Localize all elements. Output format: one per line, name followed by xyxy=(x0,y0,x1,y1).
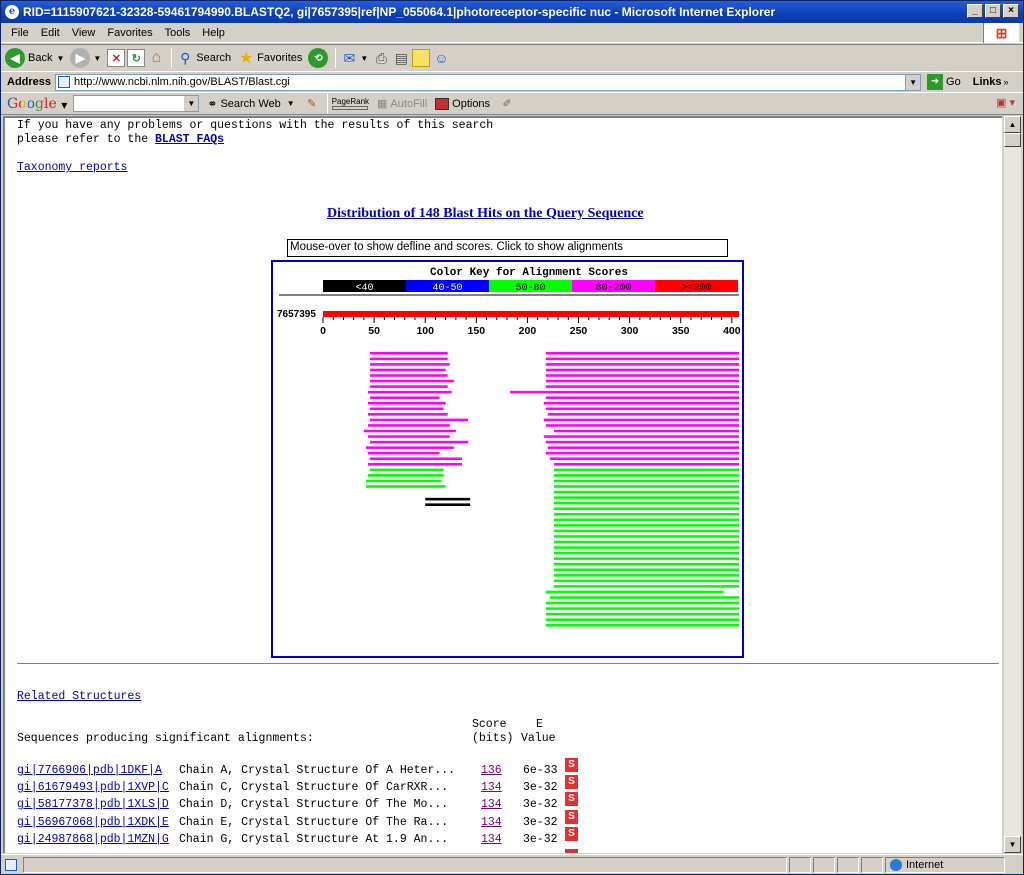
axis-tick-label: 200 xyxy=(518,325,537,337)
scroll-up-button[interactable]: ▲ xyxy=(1004,116,1021,133)
hit-bar xyxy=(546,424,739,427)
hit-bar xyxy=(546,591,724,594)
globe-icon xyxy=(890,859,902,871)
hit-bar xyxy=(546,385,739,388)
query-bar xyxy=(323,311,739,317)
go-button[interactable]: ➜ Go xyxy=(927,74,961,90)
result-desc: Chain C, Crystal Structure Of CarRXR... xyxy=(179,781,449,794)
go-arrow-icon: ➜ xyxy=(927,74,943,90)
color-key-title: Color Key for Alignment Scores xyxy=(429,267,629,279)
maximize-button[interactable]: □ xyxy=(985,4,1001,18)
structure-link-badge[interactable]: S xyxy=(565,810,578,824)
history-icon[interactable]: ⟲ xyxy=(308,48,328,68)
hit-bar xyxy=(366,485,446,488)
page-content xyxy=(3,116,1002,853)
related-structures-link[interactable]: Related Structures xyxy=(17,690,142,703)
hit-bar xyxy=(554,568,739,571)
result-score-link[interactable]: 134 xyxy=(481,833,502,846)
axis-tick-label: 50 xyxy=(368,325,380,337)
result-desc: Chain G, Crystal Structure At 1.9 An... xyxy=(179,833,449,846)
axis-tick-label: 150 xyxy=(467,325,486,337)
address-input[interactable] xyxy=(55,74,921,91)
distribution-title[interactable]: Distribution of 148 Blast Hits on the Query Sequence xyxy=(327,206,644,221)
search-button[interactable]: ⚲ Search xyxy=(176,49,231,67)
minimize-button[interactable]: _ xyxy=(967,4,983,18)
forward-button[interactable]: ▶ ▼ xyxy=(70,48,101,68)
evalue-header-1: E xyxy=(536,718,543,731)
title-bar xyxy=(1,1,1023,23)
search-icon: ⚲ xyxy=(180,49,191,66)
result-score-link[interactable]: 134 xyxy=(481,781,502,794)
hit-bar xyxy=(544,435,739,438)
autofill-icon: ▦ xyxy=(377,98,388,110)
hit-bar xyxy=(554,580,739,583)
hit-distribution-graphic[interactable] xyxy=(271,260,744,658)
result-id-link[interactable]: gi|58177378|pdb|1XLS|D xyxy=(17,798,169,811)
result-score-link[interactable]: 134 xyxy=(481,798,502,811)
hit-bar xyxy=(554,485,739,488)
table-row xyxy=(17,776,587,795)
hit-bar xyxy=(548,446,739,449)
hit-bar xyxy=(366,446,454,449)
hit-bar xyxy=(370,363,450,366)
structure-link-badge[interactable]: S xyxy=(565,758,578,772)
window-title: RID=1115907621-32328-59461794990.BLASTQ2, gi|7657395|ref|NP_055064.1|photoreceptor-specific nuc - Microsoft Internet Explorer xyxy=(23,5,776,19)
result-evalue: 3e-32 xyxy=(523,833,558,846)
structure-link-badge[interactable]: S xyxy=(565,827,578,841)
hit-bar xyxy=(550,457,739,460)
menu-help[interactable]: Help xyxy=(202,26,225,39)
sequences-header: Sequences producing significant alignments: xyxy=(17,732,314,745)
blast-faqs-link[interactable]: BLAST FAQs xyxy=(155,133,225,146)
hit-bars[interactable] xyxy=(364,352,739,627)
windows-logo-icon: ⊞ xyxy=(983,23,1019,43)
hit-bar xyxy=(546,624,739,627)
search-web-button[interactable]: ⚭ Search Web ▼ xyxy=(207,96,295,111)
toolbar-separator xyxy=(335,48,336,68)
hit-bar xyxy=(368,424,450,427)
hit-bar xyxy=(546,396,739,399)
options-button[interactable]: Options xyxy=(435,98,490,110)
query-label: 7657395 xyxy=(277,309,316,320)
hit-bar xyxy=(554,474,739,477)
status-cell xyxy=(813,857,835,873)
scroll-down-button[interactable]: ▼ xyxy=(1004,836,1021,853)
hit-bar xyxy=(370,457,462,460)
hit-bar xyxy=(370,380,454,383)
status-cell xyxy=(789,857,811,873)
hit-bar xyxy=(550,596,739,599)
result-id-link[interactable]: gi|56967068|pdb|1XDK|E xyxy=(17,816,169,829)
menu-favorites[interactable]: Favorites xyxy=(107,26,153,39)
hit-bar xyxy=(546,408,739,411)
highlight-icon[interactable]: ✐ xyxy=(502,98,512,110)
google-search-dropdown[interactable]: ▼ xyxy=(184,96,198,111)
hit-bar xyxy=(368,413,448,416)
color-key-label: <40 xyxy=(355,283,374,294)
hit-bar xyxy=(546,602,739,605)
structure-link-badge-partial[interactable] xyxy=(565,849,578,853)
news-icon[interactable]: ✎ xyxy=(307,98,317,110)
forward-arrow-icon: ▶ xyxy=(70,48,90,68)
table-row xyxy=(17,811,587,830)
menu-bar xyxy=(1,23,1023,43)
color-key-label: 50-80 xyxy=(515,283,546,294)
intro-text: If you have any problems or questions with the results of this search please refer to the BLAST FAQs xyxy=(17,119,494,146)
hit-bar xyxy=(510,391,739,394)
hit-bar xyxy=(370,385,448,388)
hit-bar xyxy=(554,546,739,549)
hit-bar xyxy=(554,480,739,483)
hit-distribution-chart[interactable] xyxy=(273,262,742,656)
scroll-thumb[interactable] xyxy=(1004,133,1021,147)
toolbar-separator xyxy=(171,48,172,68)
hit-bar xyxy=(370,441,468,444)
hit-bar xyxy=(370,408,444,411)
hit-bar xyxy=(554,585,739,588)
taxonomy-reports-link[interactable]: Taxonomy reports xyxy=(17,161,128,174)
hit-bar xyxy=(425,503,470,506)
hit-bar xyxy=(554,513,739,516)
mouseover-defline-box[interactable]: Mouse-over to show defline and scores. Click to show alignments xyxy=(287,239,728,257)
hit-bar xyxy=(370,358,448,361)
hit-bar xyxy=(425,498,470,501)
result-id-link[interactable]: gi|61679493|pdb|1XVP|C xyxy=(17,781,169,794)
menu-file[interactable]: File xyxy=(11,26,29,39)
page-icon xyxy=(58,76,70,88)
hit-bar xyxy=(554,469,739,472)
address-dropdown[interactable]: ▼ xyxy=(905,75,920,90)
query-axis xyxy=(320,311,741,337)
links-button[interactable]: Links xyxy=(972,76,1002,88)
print-icon[interactable]: ⎙ xyxy=(375,49,387,66)
result-id-link[interactable]: gi|7766906|pdb|1DKF|A xyxy=(17,764,162,777)
color-key-label: >=200 xyxy=(681,283,712,294)
hit-bar xyxy=(554,530,739,533)
menu-tools[interactable]: Tools xyxy=(164,26,191,39)
hit-bar xyxy=(548,413,739,416)
google-search-input[interactable] xyxy=(73,95,199,112)
hit-bar xyxy=(546,363,739,366)
color-key-label: 80-200 xyxy=(595,283,632,294)
hit-bar xyxy=(554,541,739,544)
google-logo[interactable]: Google ▼ xyxy=(7,95,68,112)
hit-bar xyxy=(554,507,739,510)
ie-icon: e xyxy=(5,5,19,19)
hit-bar xyxy=(370,469,444,472)
result-desc: Chain A, Crystal Structure Of A Heter... xyxy=(179,764,456,777)
zone-indicator: Internet xyxy=(885,857,1005,873)
hit-bar xyxy=(368,474,444,477)
hit-bar xyxy=(544,402,739,405)
autofill-button[interactable]: ▦ AutoFill xyxy=(377,97,428,110)
address-url: http://www.ncbi.nlm.nih.gov/BLAST/Blast.cgi xyxy=(74,76,290,88)
axis-tick-label: 0 xyxy=(320,325,326,337)
hit-bar xyxy=(546,452,739,455)
page-status-icon xyxy=(5,859,17,871)
binoculars-icon: ⚭ xyxy=(207,96,218,111)
hit-bar xyxy=(546,613,739,616)
score-header-1: Score xyxy=(472,718,507,731)
hit-bar xyxy=(544,419,739,422)
result-id-link[interactable]: gi|24987868|pdb|1MZN|G xyxy=(17,833,169,846)
star-icon: ★ xyxy=(239,50,254,67)
result-evalue: 3e-32 xyxy=(523,781,558,794)
hit-bar xyxy=(546,618,739,621)
score-header-2: (bits) xyxy=(472,732,514,745)
axis-tick-label: 300 xyxy=(620,325,639,337)
hit-bar xyxy=(554,496,739,499)
hit-bar xyxy=(370,369,446,372)
result-desc: Chain D, Crystal Structure Of The Mo... xyxy=(179,798,449,811)
hit-bar xyxy=(546,441,739,444)
structure-link-badge[interactable]: S xyxy=(565,792,578,806)
evalue-header-2: Value xyxy=(521,732,556,745)
hit-bar xyxy=(554,430,739,433)
back-arrow-icon: ◀ xyxy=(5,48,25,68)
hit-bar xyxy=(554,563,739,566)
result-evalue: 3e-32 xyxy=(523,798,558,811)
result-score-link[interactable]: 134 xyxy=(481,816,502,829)
result-score-link[interactable]: 136 xyxy=(481,764,502,777)
translate-icon[interactable]: ▣ ▾ xyxy=(996,97,1015,109)
axis-tick-label: 400 xyxy=(723,325,741,337)
hit-bar xyxy=(554,524,739,527)
hit-bar xyxy=(370,419,468,422)
axis-tick-label: 250 xyxy=(569,325,588,337)
hit-bar xyxy=(554,557,739,560)
hit-bar xyxy=(366,480,442,483)
address-label: Address xyxy=(7,76,52,88)
color-key xyxy=(323,280,738,294)
hit-bar xyxy=(370,396,440,399)
hit-bar xyxy=(546,380,739,383)
hit-bar xyxy=(546,374,739,377)
status-bar xyxy=(1,854,1023,874)
messenger-icon[interactable]: ☺ xyxy=(434,50,449,66)
mail-icon[interactable]: ✉ xyxy=(343,49,356,66)
status-cell xyxy=(861,857,883,873)
home-icon[interactable]: ⌂ xyxy=(151,49,162,66)
close-button[interactable]: × xyxy=(1003,4,1019,18)
hit-bar xyxy=(546,352,739,355)
hit-bar xyxy=(370,352,448,355)
hit-bar xyxy=(554,491,739,494)
hit-bar xyxy=(368,463,462,466)
toolbar-separator xyxy=(327,94,328,114)
hit-bar xyxy=(554,574,739,577)
options-icon xyxy=(435,98,449,110)
hit-bar xyxy=(368,391,452,394)
hit-bar xyxy=(368,402,446,405)
edit-icon[interactable]: ▤ xyxy=(394,49,408,66)
pagerank-indicator[interactable]: PageRank xyxy=(332,98,369,110)
result-evalue: 6e-33 xyxy=(523,764,558,777)
table-row xyxy=(17,793,587,812)
hit-bar xyxy=(554,463,739,466)
axis-tick-label: 100 xyxy=(416,325,434,337)
hit-bar xyxy=(368,435,450,438)
hit-bar xyxy=(554,519,739,522)
color-key-label: 40-50 xyxy=(432,283,463,294)
stop-icon[interactable]: ✕ xyxy=(107,49,125,67)
hit-bar xyxy=(554,552,739,555)
axis-tick-label: 350 xyxy=(671,325,690,337)
hit-bar xyxy=(370,374,448,377)
standard-toolbar: ◀ Back ▼ ▶ ▼ ✕ ↻ ⌂ ⚲ Search ★ Favorites ⟲ ✉ ▼ ⎙ ▤ ☺ xyxy=(1,44,1023,72)
result-desc: Chain E, Crystal Structure Of The Ra... xyxy=(179,816,449,829)
menu-edit[interactable]: Edit xyxy=(40,26,60,39)
status-cell xyxy=(837,857,859,873)
menu-view[interactable]: View xyxy=(71,26,96,39)
divider-line xyxy=(17,663,999,664)
status-text xyxy=(23,857,787,873)
table-row xyxy=(17,828,587,847)
address-bar: Address http://www.ncbi.nlm.nih.gov/BLAST/Blast.cgi ▼ ➜ Go Links » xyxy=(1,72,1023,93)
favorites-button[interactable]: ★ Favorites xyxy=(239,50,303,67)
discuss-icon[interactable] xyxy=(412,49,430,67)
hit-bar xyxy=(554,535,739,538)
result-evalue: 3e-32 xyxy=(523,816,558,829)
hit-bar xyxy=(546,358,739,361)
structure-link-badge[interactable]: S xyxy=(565,775,578,789)
table-row xyxy=(17,759,587,778)
refresh-icon[interactable]: ↻ xyxy=(127,49,145,67)
hit-bar xyxy=(554,502,739,505)
hit-bar xyxy=(546,607,739,610)
hit-bar xyxy=(546,369,739,372)
back-button[interactable]: ◀ Back ▼ xyxy=(5,48,64,68)
vertical-scrollbar[interactable] xyxy=(1004,116,1021,853)
google-toolbar xyxy=(1,93,1023,115)
hit-bar xyxy=(364,430,456,433)
hit-bar xyxy=(368,452,440,455)
